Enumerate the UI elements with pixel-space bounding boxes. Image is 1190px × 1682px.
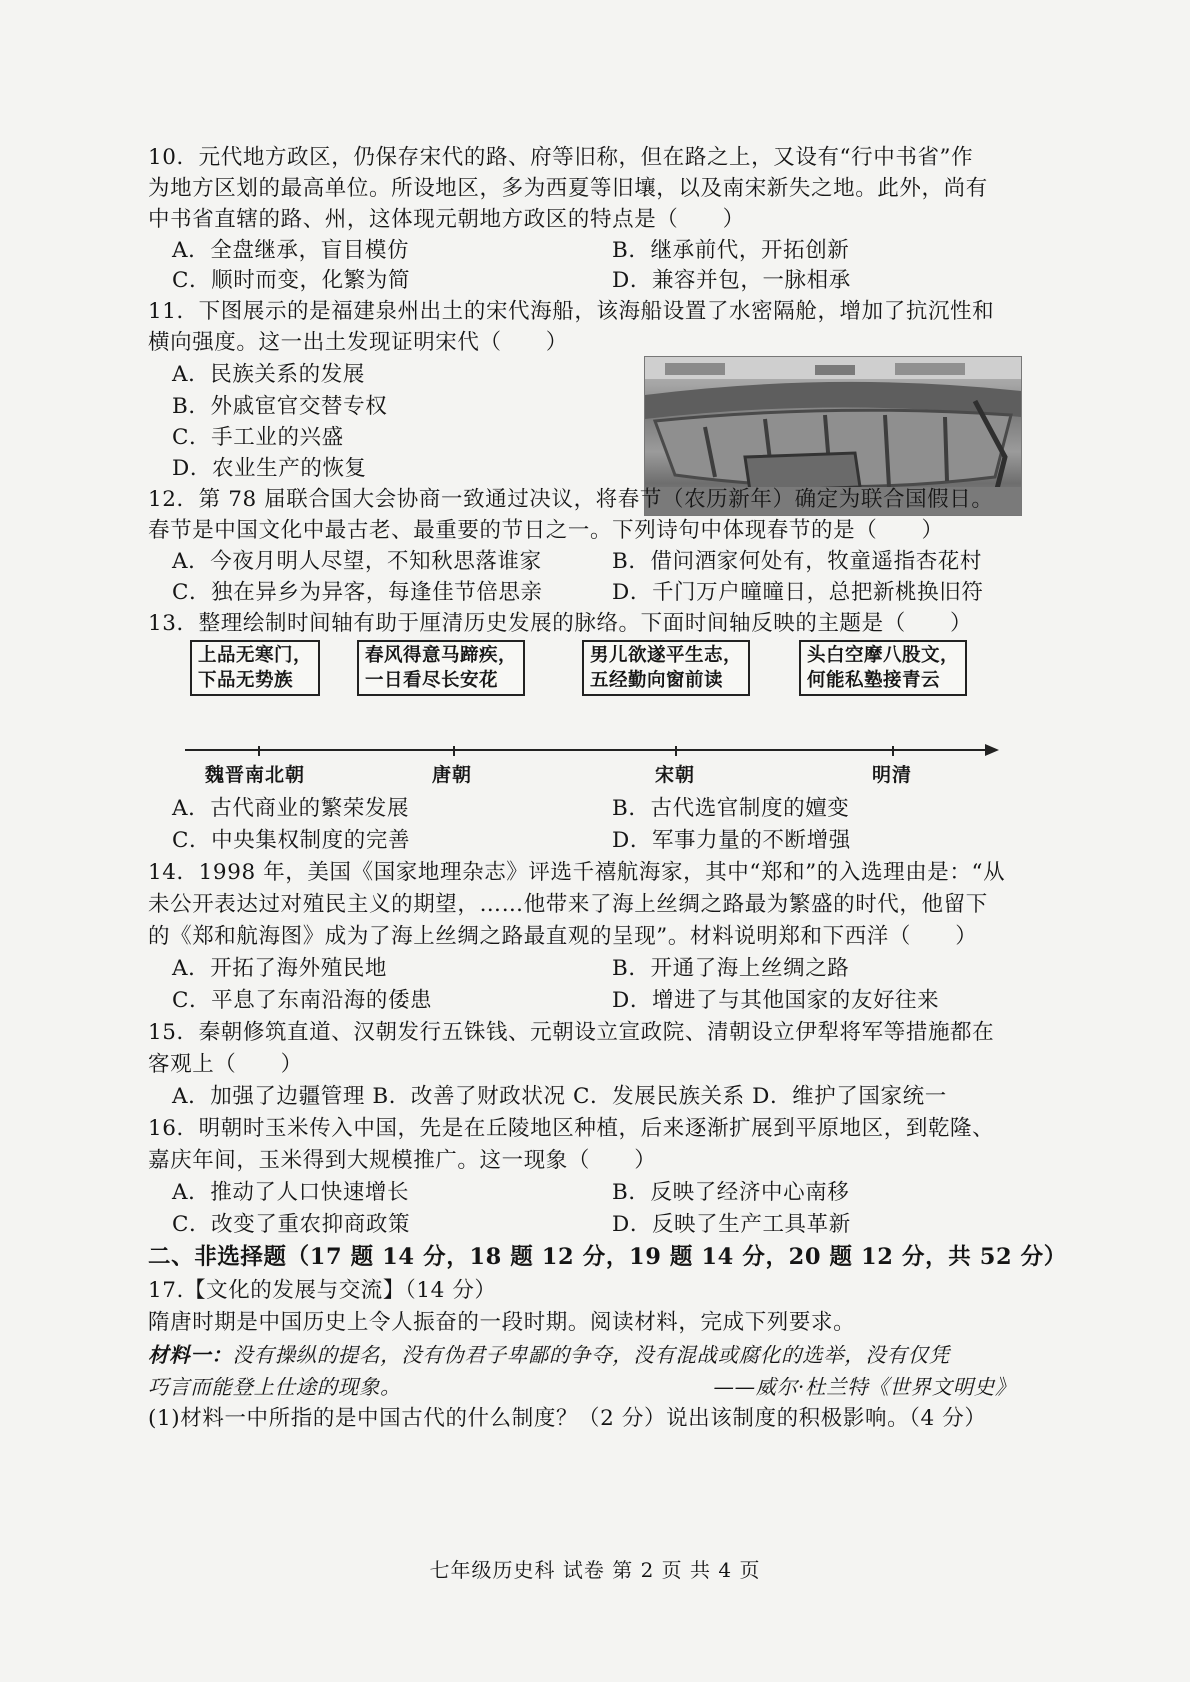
- timeline-tick: [675, 746, 677, 756]
- q11-option-d: D．农业生产的恢复: [172, 456, 367, 481]
- timeline-box-4-line-1: 头白空摩八股文，: [807, 645, 960, 666]
- q14-stem-line-2: 未公开表达过对殖民主义的期望，……他带来了海上丝绸之路最为繁盛的时代，他留下: [148, 892, 988, 917]
- q15-options: A．加强了边疆管理 B．改善了财政状况 C．发展民族关系 D．维护了国家统一: [172, 1084, 947, 1109]
- q15-stem-line-2: 客观上（ ）: [148, 1052, 303, 1077]
- q14-stem-line-3: 的《郑和航海图》成为了海上丝绸之路最直观的呈现”。材料说明郑和下西洋（ ）: [148, 924, 978, 949]
- timeline-label-1: 魏晋南北朝: [205, 764, 306, 786]
- q10-option-d: D．兼容并包，一脉相承: [612, 268, 851, 293]
- q14-option-a: A．开拓了海外殖民地: [172, 956, 388, 981]
- q14-option-c: C．平息了东南沿海的倭患: [172, 988, 433, 1013]
- q13-option-a: A．古代商业的繁荣发展: [172, 796, 410, 821]
- q16-option-d: D．反映了生产工具革新: [612, 1212, 851, 1237]
- q12-option-d: D．千门万户曈曈日，总把新桃换旧符: [612, 580, 984, 605]
- q14-option-b: B．开通了海上丝绸之路: [612, 956, 850, 981]
- timeline-box-1: [190, 640, 320, 696]
- q10-option-c: C．顺时而变，化繁为简: [172, 268, 411, 293]
- q16-option-b: B．反映了经济中心南移: [612, 1180, 850, 1205]
- timeline-box-2: [357, 640, 525, 696]
- timeline-box-2-line-1: 春风得意马蹄疾，: [365, 645, 518, 666]
- q17-material-line-1: [148, 1340, 950, 1370]
- section-2-title: 二、非选择题（17 题 14 分，18 题 12 分，19 题 14 分，20 题 12 分，共 52 分）: [148, 1244, 1067, 1270]
- q11-option-a: A．民族关系的发展: [172, 362, 365, 387]
- q11-option-c: C．手工业的兴盛: [172, 425, 344, 450]
- q14-stem-line-1: 14．1998 年，美国《国家地理杂志》评选千禧航海家，其中“郑和”的入选理由是：“从: [148, 860, 1006, 885]
- q10-stem-line-3: 中书省直辖的路、州，这体现元朝地方政区的特点是（ ）: [148, 207, 745, 232]
- q17-intro: 隋唐时期是中国历史上令人振奋的一段时期。阅读材料，完成下列要求。: [148, 1310, 856, 1335]
- q16-stem-line-1: 16．明朝时玉米传入中国，先是在丘陵地区种植，后来逐渐扩展到平原地区，到乾隆、: [148, 1116, 995, 1141]
- q12-stem-line-2: 春节是中国文化中最古老、最重要的节日之一。下列诗句中体现春节的是（ ）: [148, 518, 944, 543]
- q10-option-a: A．全盘继承，盲目模仿: [172, 238, 410, 263]
- timeline-label-4: 明清: [872, 764, 913, 786]
- q13-option-c: C．中央集权制度的完善: [172, 828, 411, 853]
- timeline-label-2: 唐朝: [432, 764, 473, 786]
- timeline-box-4-line-2: 何能私塾接青云: [807, 670, 941, 691]
- page-footer: 七年级历史科 试卷 第 2 页 共 4 页: [429, 1558, 761, 1582]
- q10-option-b: B．继承前代，开拓创新: [612, 238, 850, 263]
- q13-option-d: D．军事力量的不断增强: [612, 828, 851, 853]
- material-text-1: 没有操纵的提名，没有伪君子卑鄙的争夺，没有混战或腐化的选举，没有仅凭: [232, 1343, 950, 1367]
- q11-stem-line-2: 横向强度。这一出土发现证明宋代（ ）: [148, 330, 568, 355]
- q17-material-source: ——威尔·杜兰特《世界文明史》: [713, 1375, 1016, 1399]
- timeline-box-3-line-2: 五经勤向窗前读: [590, 670, 724, 691]
- q13-stem: 13．整理绘制时间轴有助于厘清历史发展的脉络。下面时间轴反映的主题是（ ）: [148, 611, 973, 636]
- q17-material-line-2: 巧言而能登上仕途的现象。: [148, 1375, 402, 1399]
- q13-option-b: B．古代选官制度的嬗变: [612, 796, 850, 821]
- q16-option-a: A．推动了人口快速增长: [172, 1180, 410, 1205]
- q16-option-c: C．改变了重农抑商政策: [172, 1212, 411, 1237]
- q17-heading-text: 17.【文化的发展与交流】（14 分）: [148, 1278, 497, 1303]
- q17-subquestion-1: (1)材料一中所指的是中国古代的什么制度？（2 分）说出该制度的积极影响。（4 分）: [148, 1406, 987, 1431]
- q11-stem-line-1: 11．下图展示的是福建泉州出土的宋代海船，该海船设置了水密隔舱，增加了抗沉性和: [148, 299, 995, 324]
- q12-option-b: B．借问酒家何处有，牧童遥指杏花村: [612, 549, 983, 574]
- timeline-label-3: 宋朝: [655, 764, 696, 786]
- q11-option-b: B．外戚宦官交替专权: [172, 394, 388, 419]
- timeline-tick: [892, 746, 894, 756]
- timeline-box-1-line-2: 下品无势族: [198, 670, 294, 691]
- q12-stem-line-1: 12．第 78 届联合国大会协商一致通过决议，将春节（农历新年）确定为联合国假日。: [148, 487, 994, 512]
- timeline-box-1-line-1: 上品无寒门，: [198, 645, 313, 666]
- q15-stem-line-1: 15．秦朝修筑直道、汉朝发行五铢钱、元朝设立宣政院、清朝设立伊犁将军等措施都在: [148, 1020, 995, 1045]
- q14-option-d: D．增进了与其他国家的友好往来: [612, 988, 940, 1013]
- material-label: 材料一：: [148, 1343, 233, 1367]
- timeline-box-2-line-2: 一日看尽长安花: [365, 670, 499, 691]
- timeline-box-3-line-1: 男儿欲遂平生志，: [590, 645, 743, 666]
- q10-stem-line-1: 10．元代地方政区，仍保存宋代的路、府等旧称，但在路之上，又设有“行中书省”作: [148, 145, 974, 170]
- timeline-axis: [185, 740, 1000, 760]
- timeline-box-4: [799, 640, 967, 696]
- q16-stem-line-2: 嘉庆年间，玉米得到大规模推广。这一现象（ ）: [148, 1148, 657, 1173]
- q10-stem-line-2: 为地方区划的最高单位。所设地区，多为西夏等旧壤，以及南宋新失之地。此外，尚有: [148, 176, 988, 201]
- timeline-tick: [453, 746, 455, 756]
- timeline-box-3: [582, 640, 750, 696]
- q12-option-c: C．独在异乡为异客，每逢佳节倍思亲: [172, 580, 543, 605]
- timeline-tick: [258, 746, 260, 756]
- q12-option-a: A．今夜月明人尽望，不知秋思落谁家: [172, 549, 542, 574]
- q17-heading: [148, 1276, 497, 1306]
